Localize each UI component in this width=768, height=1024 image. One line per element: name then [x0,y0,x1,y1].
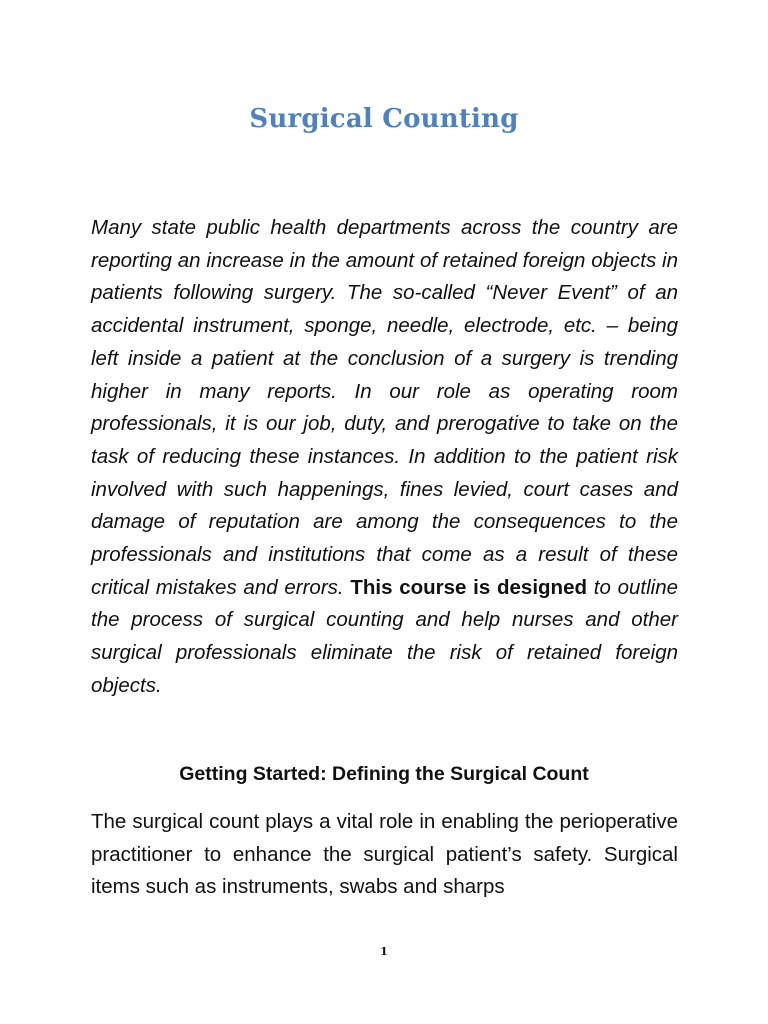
section-heading: Getting Started: Defining the Surgical Count [179,763,589,785]
document-title: Surgical Counting [249,104,519,134]
page-number: 1 [380,945,388,958]
intro-paragraph [91,212,678,703]
intro-bold-phrase: This course is designed [350,575,588,599]
body-paragraph: The surgical count plays a vital role in enabling the perioperative practitioner to enhance the surgical patient’s safety. Surgical items such as instruments, swabs and sharps [91,810,678,898]
intro-text-end: to outline the process of surgical counting and help nurses and other surgical professionals eliminate the risk of retained foreign objects. [91,575,678,697]
intro-text: Many state public health departments across the country are reporting an increase in the amount of retained foreign objects in patients following surgery. The so-called “Never Event” of an accidental instrument, sponge, needle, electrode, etc. – being left inside a patient at the conclusion of a surgery is trending higher in many reports. In our role as operating room professionals, it is our job, duty, and prerogative to take on the task of reducing these instances. In addition to the patient risk involved with such happenings, fines levied, court cases and damage of reputation are among the consequences to the professionals and institutions that come as a result of these critical mistakes and errors. [91,216,678,599]
